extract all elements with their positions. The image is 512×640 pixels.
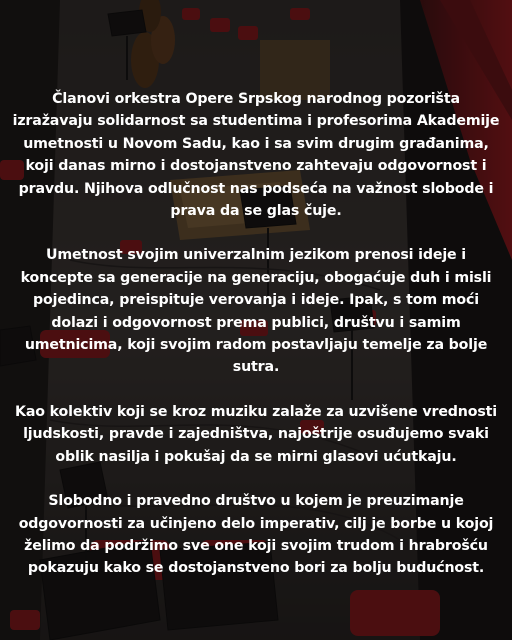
paragraph: Članovi orkestra Opere Srpskog narodnog pozorišta izražavaju solidarnost sa studentima i profesorima Akademije umetnosti u Novom Sadu, kao i sa svim drugim građanima, koji danas mirno i dostojanstveno zahtevaju odgovornost i pravdu. Njihova odlučnost nas podseća na važnost slobode i prava da se glas čuje. <box>12 91 500 220</box>
paragraph: Kao kolektiv koji se kroz muziku zalaže za uzvišene vrednosti ljudskosti, pravde i zajedništva, najoštrije osuđujemo svaki oblik nasilja i pokušaj da se mirni glasovi ućutkaju. <box>14 403 497 465</box>
statement-text <box>0 88 512 580</box>
paragraph: Umetnost svojim univerzalnim jezikom prenosi ideje i koncepte sa generacije na generaciju, obogaćuje duh i misli pojedinca, preispituje verovanja i ideje. Ipak, s tom moći dolazi i odgovornost prema publici, društvu i samim umetnicima, koji svojim radom postavljaju temelje za bolje sutra. <box>20 247 492 376</box>
paragraph: Slobodno i pravedno društvo u kojem je preuzimanje odgovornosti za učinjeno delo imperativ, cilj je borbe u kojoj želimo da podržimo sve one koji svojim trudom i hrabrošću pokazuju kako se dostojanstveno bori za bolju budućnost. <box>18 493 494 577</box>
